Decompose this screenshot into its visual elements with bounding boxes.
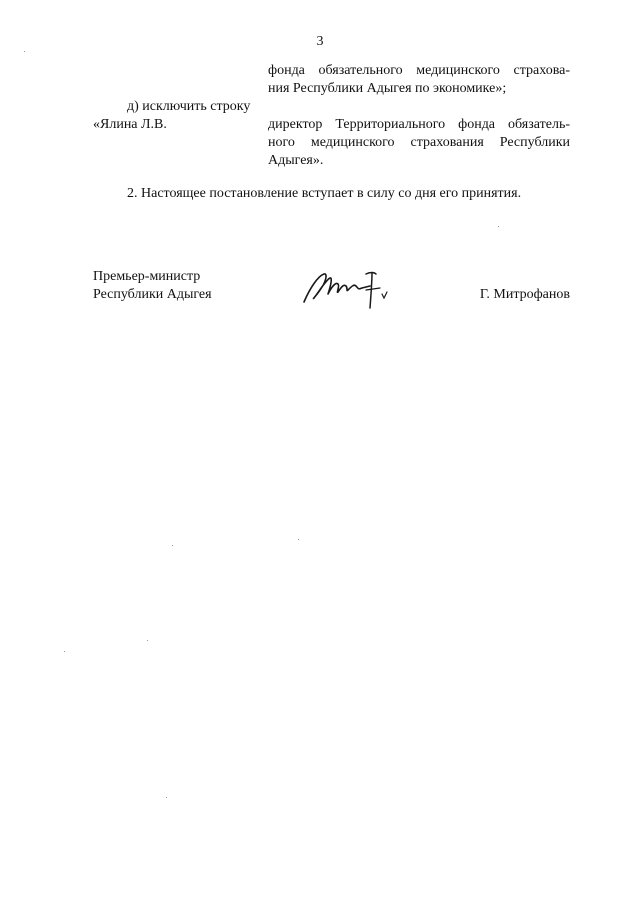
position-line-2: ного медицинского страхования Республики: [268, 135, 570, 150]
page-number: 3: [316, 34, 324, 49]
scan-speck: [64, 651, 65, 652]
person-name: «Ялина Л.В.: [93, 117, 167, 132]
scan-speck: [147, 640, 148, 641]
continuation-line-1: фонда обязательного медицинского страхова-: [268, 63, 570, 78]
signatory-title-line-1: Премьер-министр: [93, 269, 201, 284]
position-line-1: директор Территориального фонда обязатель-: [268, 117, 570, 132]
scan-speck: [172, 545, 173, 546]
scan-speck: [298, 539, 299, 540]
clause-2-text: 2. Настоящее постановление вступает в силу со дня его принятия.: [127, 186, 522, 201]
scan-speck: [166, 797, 167, 798]
position-line-3: Адыгея».: [268, 153, 324, 168]
item-d-label: д) исключить строку: [127, 99, 251, 114]
handwritten-signature: [300, 268, 392, 310]
continuation-line-2: ния Республики Адыгея по экономике»;: [268, 81, 507, 96]
scan-speck: [24, 51, 25, 52]
signatory-title-line-2: Республики Адыгея: [93, 287, 212, 302]
scan-speck: [498, 226, 499, 227]
signatory-name: Г. Митрофанов: [479, 287, 570, 302]
